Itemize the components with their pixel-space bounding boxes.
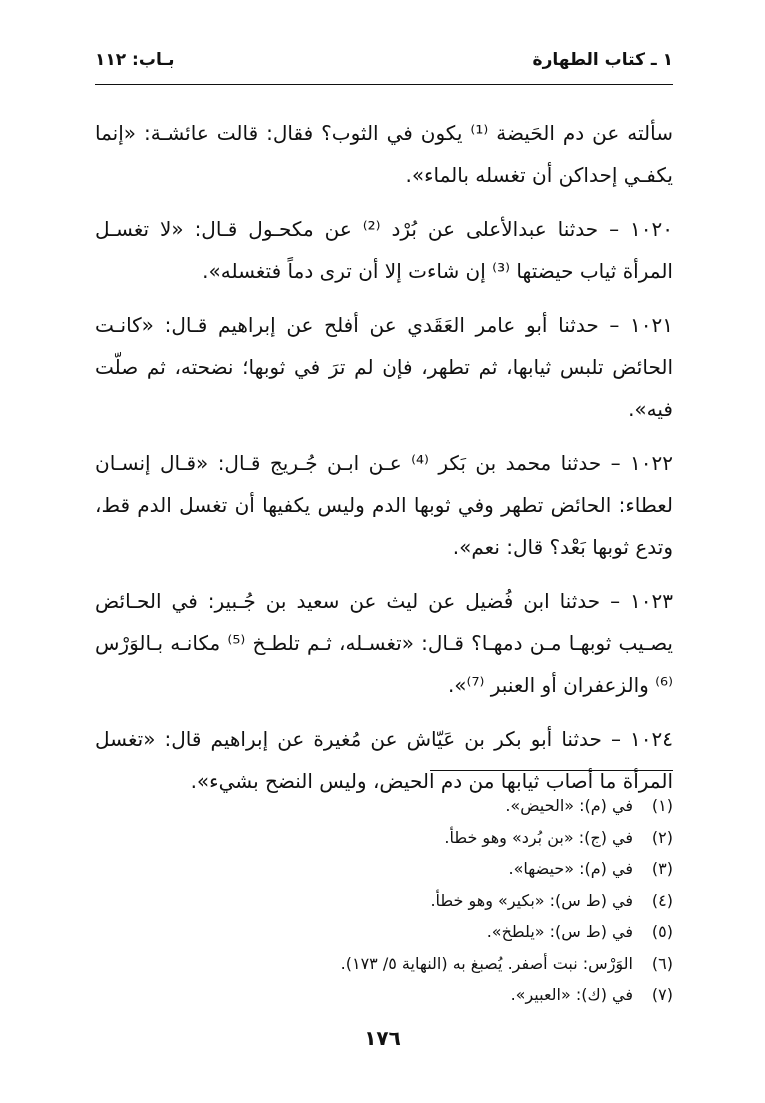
- hadith-1024: ١٠٢٤ – حدثنا أبو بكر بن عَيّاش عن مُغيرة عن إبراهيم قال: «تغسل المرأة ما أصاب ثيابها من دم الحيض، وليس النضح بشيء».: [95, 727, 673, 793]
- footnote-text: في (ط س): «بكير» وهو خطأ.: [430, 890, 633, 910]
- footnote-item: [95, 948, 673, 980]
- hadith-1023: ١٠٢٣ – حدثنا ابن فُضيل عن ليث عن سعيد بن جُـبير: في الحـائض يصـيب ثوبهـا مـن دمهـا؟ قـال: «تغسـله، ثـم تلطـخ ⁽⁵⁾ مكانـه بـالوَرْس ⁽⁶⁾ والزعفران أو العنبر ⁽⁷⁾».: [95, 589, 674, 697]
- footnote-item: [95, 979, 673, 1011]
- header-chapter-number: بـاب: ١١٢: [95, 50, 175, 70]
- footnote-number: (٢): [651, 827, 673, 847]
- hadith-1022: ١٠٢٢ – حدثنا محمد بن بَكر ⁽⁴⁾ عـن ابـن جُـريج قـال: «قـال إنسـان لعطاء: الحائض تطهر وفي ثوبها الدم وليس يكفيها أن تغسل الدم قط، وتدع ثوبها بَعْد؟ قال: نعم».: [95, 451, 674, 559]
- footnote-number: (١): [651, 796, 673, 815]
- footnote-text: في (ط س): «يلطخ».: [486, 922, 633, 941]
- header-divider: [95, 84, 673, 85]
- footnote-text: في (ك): «العبير».: [510, 985, 633, 1004]
- footnote-text: في (م): «حيضها».: [508, 859, 633, 878]
- footnote-text: في (م): «الحيض».: [505, 796, 633, 815]
- footnote-item: [95, 822, 673, 854]
- page-number: ١٧٦: [364, 1026, 401, 1050]
- hadith-1020: ١٠٢٠ – حدثنا عبدالأعلى عن بُرْد ⁽²⁾ عن مكحـول قـال: «لا تغسـل المرأة ثياب حيضتها ⁽³⁾ إن شاءت إلا أن ترى دماً فتغسله».: [95, 217, 673, 283]
- footnotes-list: [95, 790, 673, 1011]
- footnote-divider: [430, 770, 673, 771]
- hadith-1021: ١٠٢١ – حدثنا أبو عامر العَقَدي عن أفلح عن إبراهيم قـال: «كانـت الحائض تلبس ثيابها، ثم تطهر، فإن لم ترَ في ثوبها؛ نضحته، ثم صلّت فيه».: [95, 313, 673, 421]
- footnote-number: (٦): [651, 953, 673, 973]
- footnote-number: (٣): [651, 859, 673, 878]
- footnote-item: [95, 885, 673, 917]
- footnote-text: في (ج): «بن بُرد» وهو خطأ.: [444, 827, 633, 847]
- footnote-number: (٥): [651, 922, 673, 941]
- footnote-number: (٤): [651, 890, 673, 910]
- main-text: [95, 112, 673, 814]
- footnote-item: [95, 916, 673, 948]
- paragraph-continuation: سألته عن دم الحَيضة ⁽¹⁾ يكون في الثوب؟ فقال: قالت عائشـة: «إنما يكفـي إحداكن أن تغسله بالماء».: [95, 121, 673, 187]
- header-book-title: ١ ـ كتاب الطهارة: [532, 50, 673, 70]
- footnote-item: [95, 853, 673, 885]
- footnote-item: [95, 790, 673, 822]
- running-header: [95, 50, 673, 76]
- footnote-number: (٧): [651, 985, 673, 1004]
- footnote-text: الوَرْس: نبت أصفر. يُصبغ به (النهاية ٥/ ١٧٣).: [340, 953, 633, 973]
